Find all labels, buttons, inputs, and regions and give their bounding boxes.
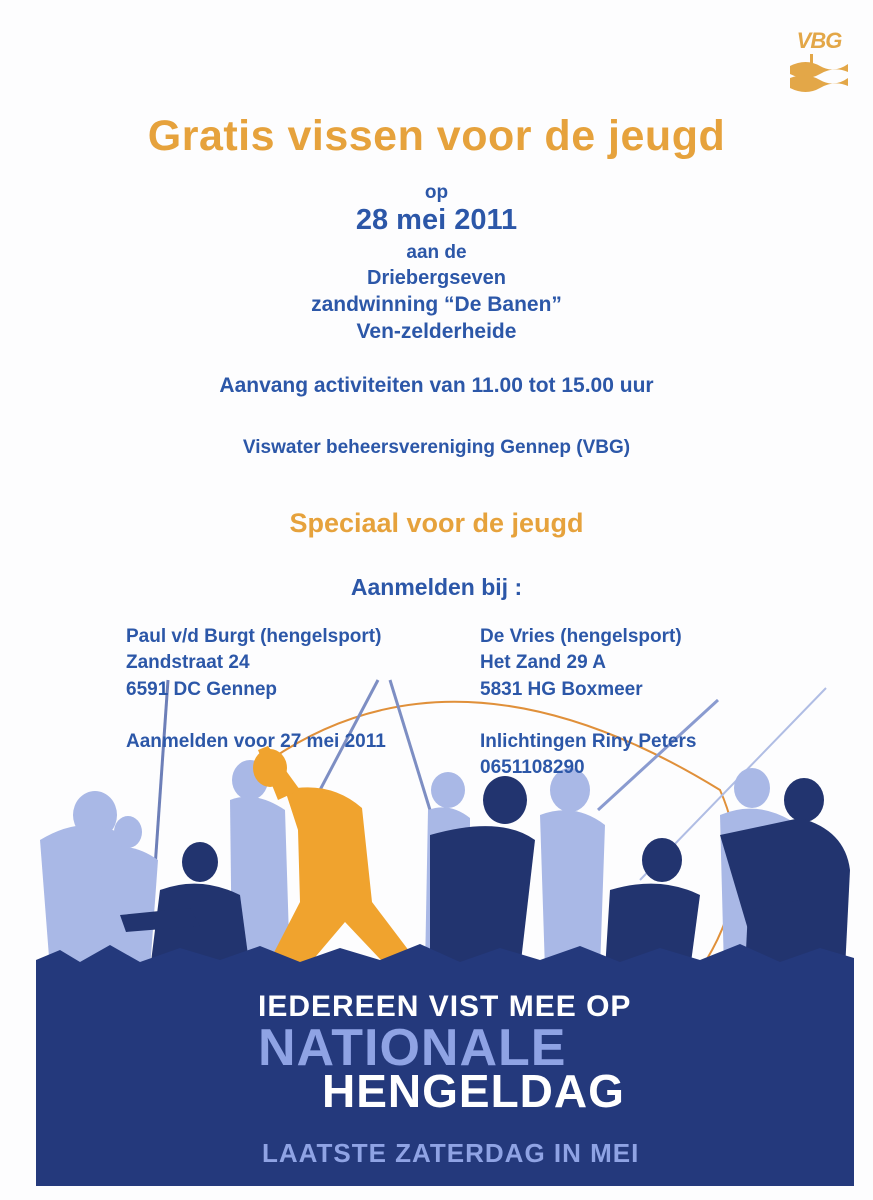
banner-line-1: IEDEREEN VIST MEE OP xyxy=(258,990,632,1023)
organizer: Viswater beheersvereniging Gennep (VBG) xyxy=(242,437,631,458)
registration-deadline: Aanmelden voor 27 mei 2011 xyxy=(126,731,386,752)
right-contact-city: 5831 HG Boxmeer xyxy=(480,679,643,700)
event-location-1: Driebergseven xyxy=(367,267,506,289)
subtitle: Speciaal voor de jeugd xyxy=(289,508,584,538)
banner-line-4: LAATSTE ZATERDAG IN MEI xyxy=(262,1138,640,1168)
right-contact-street: Het Zand 29 A xyxy=(480,652,606,673)
right-contact-name: De Vries (hengelsport) xyxy=(480,626,682,647)
vbg-logo xyxy=(786,28,852,94)
left-contact-street: Zandstraat 24 xyxy=(126,652,250,673)
info-phone: 0651108290 xyxy=(480,757,585,778)
left-contact-name: Paul v/d Burgt (hengelsport) xyxy=(126,626,382,647)
event-date: 28 mei 2011 xyxy=(355,204,518,236)
event-location-2: zandwinning “De Banen” xyxy=(311,293,562,316)
event-location-3: Ven-zelderheide xyxy=(356,320,517,343)
info-contact: Inlichtingen Riny Peters xyxy=(480,731,697,752)
event-time: Aanvang activiteiten van 11.00 tot 15.00 uur xyxy=(219,374,654,397)
logo-text: VBG xyxy=(796,28,842,53)
register-heading: Aanmelden bij : xyxy=(350,574,523,600)
page-title: Gratis vissen voor de jeugd xyxy=(147,112,726,160)
left-contact-city: 6591 DC Gennep xyxy=(126,679,277,700)
event-op: op xyxy=(424,182,449,203)
event-aan-de: aan de xyxy=(406,242,467,263)
banner-line-2: NATIONALE xyxy=(258,1019,567,1077)
banner-line-3: HENGELDAG xyxy=(322,1065,625,1117)
